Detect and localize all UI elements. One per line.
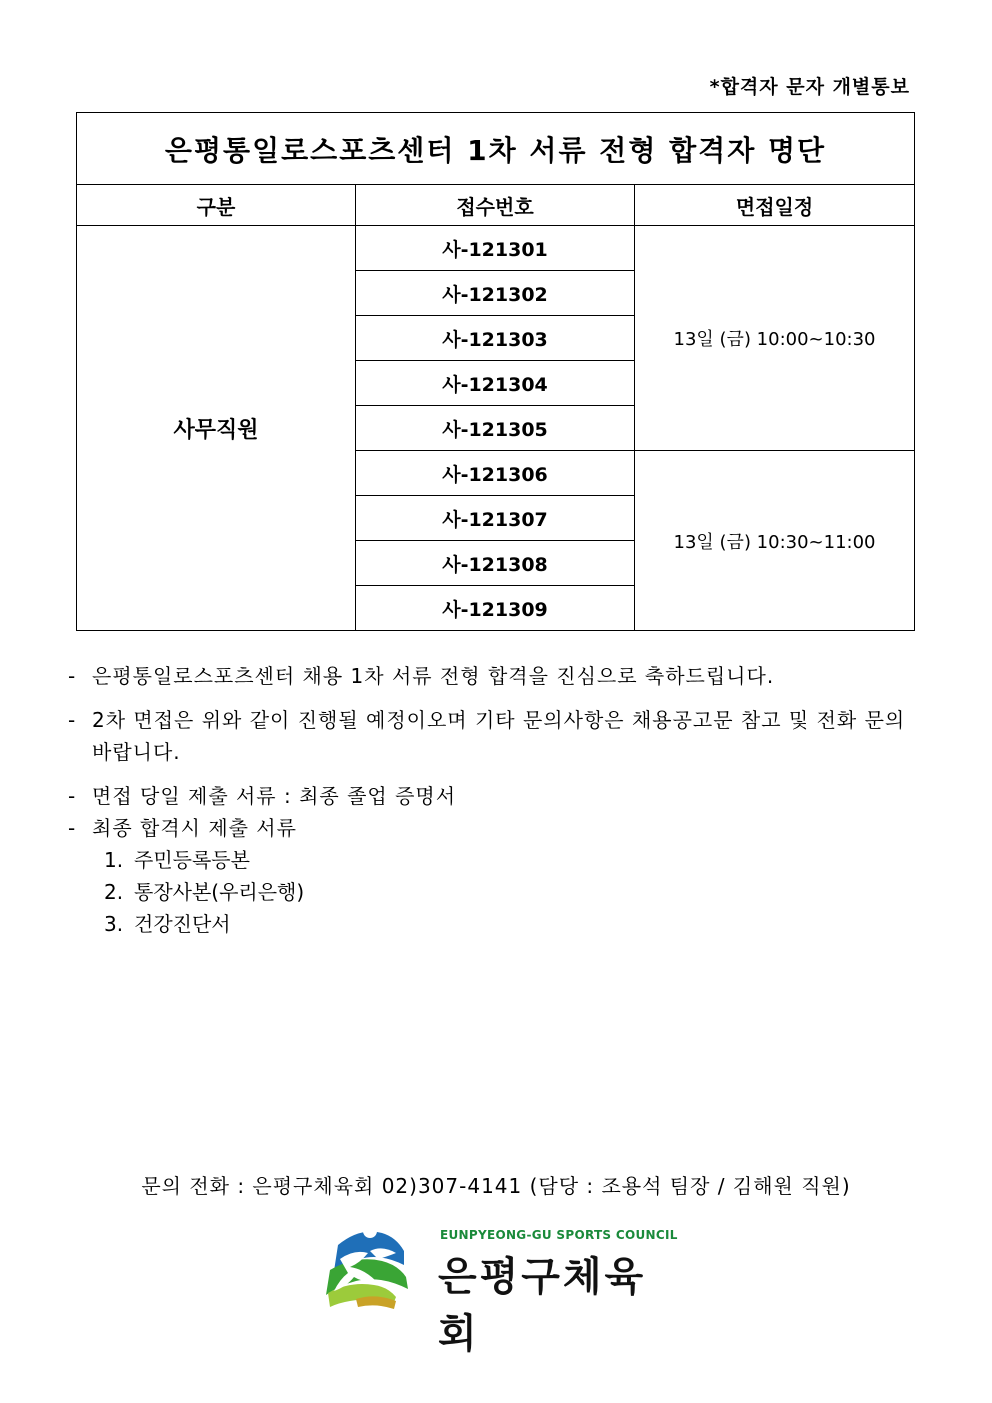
application-number: 사-121306 — [356, 451, 635, 496]
note-interview-info — [68, 704, 908, 768]
bullet-dash: - — [68, 708, 76, 732]
category-cell: 사무직원 — [77, 226, 356, 631]
header-category: 구분 — [77, 185, 356, 226]
application-number: 사-121303 — [356, 316, 635, 361]
item-label: 주민등록등본 — [134, 848, 250, 872]
note-text: 은평통일로스포츠센터 채용 1차 서류 전형 합격을 진심으로 축하드립니다. — [92, 664, 775, 688]
application-number: 사-121309 — [356, 586, 635, 631]
runner-emblem-icon — [320, 1215, 420, 1310]
item-label: 통장사본(우리은행) — [134, 880, 305, 904]
table-title: 은평통일로스포츠센터 1차 서류 전형 합격자 명단 — [77, 113, 915, 185]
note-text: 2차 면접은 위와 같이 진행될 예정이오며 기타 문의사항은 채용공고문 참고 및 전화 문의 바랍니다. — [92, 708, 906, 764]
application-number: 사-121305 — [356, 406, 635, 451]
note-interview-docs — [68, 780, 908, 812]
logo-english-name: EUNPYEONG-GU SPORTS COUNCIL — [440, 1228, 678, 1242]
note-text: 최종 합격시 제출 서류 — [92, 816, 297, 840]
application-number: 사-121301 — [356, 226, 635, 271]
item-number: 2. — [104, 880, 124, 904]
bullet-dash: - — [68, 816, 76, 840]
required-documents-list — [68, 844, 908, 940]
application-number: 사-121304 — [356, 361, 635, 406]
item-number: 3. — [104, 912, 124, 936]
notice-individual-sms: *합격자 문자 개별통보 — [709, 76, 910, 98]
results-table — [76, 112, 915, 631]
schedule-slot-1: 13일 (금) 10:00~10:30 — [635, 226, 915, 451]
note-text: 면접 당일 제출 서류 : 최종 졸업 증명서 — [92, 784, 457, 808]
item-number: 1. — [104, 848, 124, 872]
logo-korean-name: 은평구체육회 — [438, 1254, 647, 1357]
list-item — [104, 876, 908, 908]
list-item — [104, 844, 908, 876]
application-number: 사-121302 — [356, 271, 635, 316]
header-application-number: 접수번호 — [356, 185, 635, 226]
note-final-docs — [68, 812, 908, 844]
application-number: 사-121307 — [356, 496, 635, 541]
header-interview-schedule: 면접일정 — [635, 185, 915, 226]
bullet-dash: - — [68, 664, 76, 688]
contact-info: 문의 전화 : 은평구체육회 02)307-4141 (담당 : 조용석 팀장 / 김해원 직원) — [141, 1174, 851, 1198]
application-number: 사-121308 — [356, 541, 635, 586]
list-item — [104, 908, 908, 940]
notes-list — [68, 660, 908, 940]
council-logo — [320, 1215, 680, 1357]
schedule-slot-2: 13일 (금) 10:30~11:00 — [635, 451, 915, 631]
bullet-dash: - — [68, 784, 76, 808]
item-label: 건강진단서 — [134, 912, 231, 936]
note-congratulations — [68, 660, 908, 692]
